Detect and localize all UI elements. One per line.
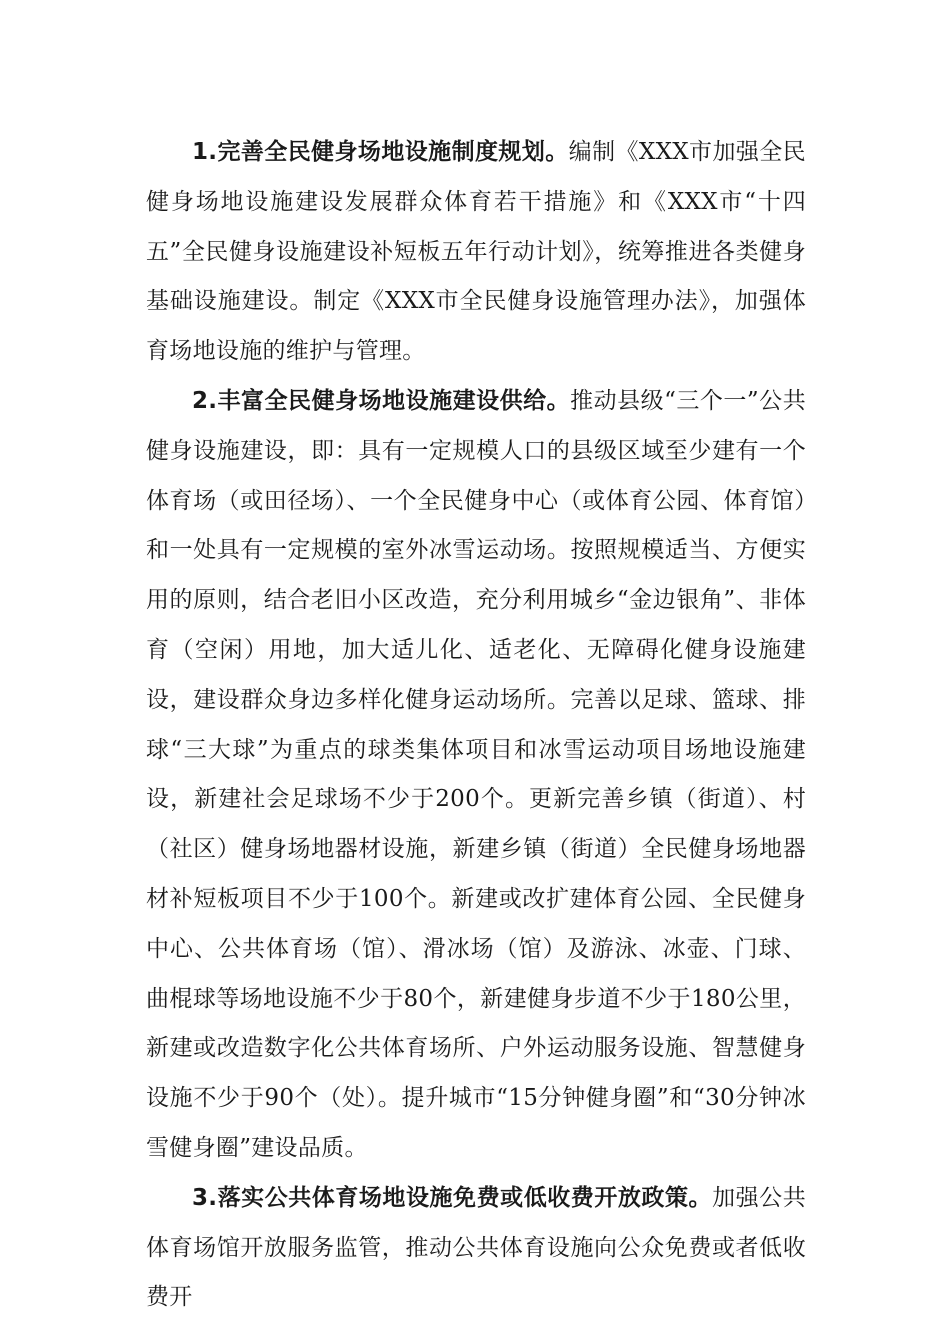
paragraph-3-heading: 3.落实公共体育场地设施免费或低收费开放政策。 [192,1184,713,1211]
paragraph-2 [146,377,806,1174]
paragraph-3-text: 加强公共体育场馆开放服务监管，推动公共体育设施向公众免费或者低收费开 [146,1184,807,1311]
paragraph-1-text: 编制《XXX市加强全民健身场地设施建设发展群众体育若干措施》和《XXX市“十四五”全民健身设施建设补短板五年行动计划》，统筹推进各类健身基础设施建设。制定《XXX市全民健身设施管理办法》，加强体育场地设施的维护与管理。 [146,139,806,365]
document-body [146,128,806,1323]
paragraph-2-text: 推动县级“三个一”公共健身设施建设，即：具有一定规模人口的县级区域至少建有一个体育场（或田径场）、一个全民健身中心（或体育公园、体育馆）和一处具有一定规模的室外冰雪运动场。按照规模适当、方便实用的原则，结合老旧小区改造，充分利用城乡“金边银角”、非体育（空闲）用地，加大适儿化、适老化、无障碍化健身设施建设，建设群众身边多样化健身运动场所。完善以足球、篮球、排球“三大球”为重点的球类集体项目和冰雪运动项目场地设施建设，新建社会足球场不少于200个。更新完善乡镇（街道）、村（社区）健身场地器材设施，新建乡镇（街道）全民健身场地器材补短板项目不少于100个。新建或改扩建体育公园、全民健身中心、公共体育场（馆）、滑冰场（馆）及游泳、冰壶、门球、曲棍球等场地设施不少于80个，新建健身步道不少于180公里，新建或改造数字化公共体育场所、户外运动服务设施、智慧健身设施不少于90个（处）。提升城市“15分钟健身圈”和“30分钟冰雪健身圈”建设品质。 [146,387,806,1161]
paragraph-1 [146,128,806,377]
paragraph-1-heading: 1.完善全民健身场地设施制度规划。 [192,139,569,165]
paragraph-3 [146,1174,806,1323]
paragraph-2-heading: 2.丰富全民健身场地设施建设供给。 [192,387,571,414]
